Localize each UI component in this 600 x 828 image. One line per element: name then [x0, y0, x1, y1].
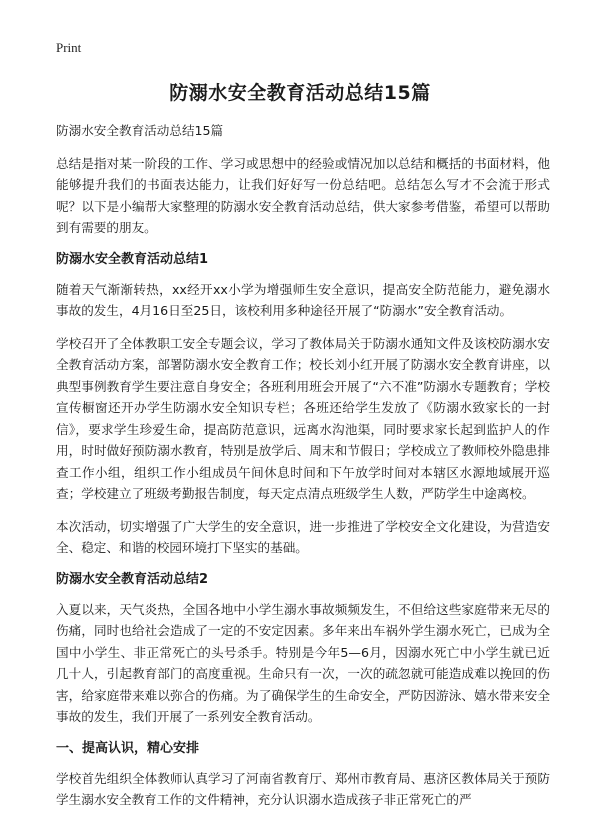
intro-paragraph: 总结是指对某一阶段的工作、学习或思想中的经验或情况加以总结和概括的书面材料，他能够提升我们的书面表达能力，让我们好好写一份总结吧。总结怎么写才不会流于形式呢？以下是小编帮大家整理的防溺水安全教育活动总结，供大家参考借鉴，希望可以帮助到有需要的朋友。 [56, 155, 550, 235]
page-title: 防溺水安全教育活动总结15篇 [169, 82, 431, 104]
article-subtitle: 防溺水安全教育活动总结15篇 [56, 123, 224, 138]
section-heading-2: 防溺水安全教育活动总结2 [56, 571, 209, 587]
paragraph: 随着天气渐渐转热，xx经开xx小学为增强师生安全意识，提高安全防范能力，避免溺水事故的发生，4月16日至25日，该校利用多种途径开展了“防溺水”安全教育活动。 [56, 281, 550, 318]
subsection-heading: 一、提高认识，精心安排 [56, 740, 200, 756]
print-link[interactable]: Print [56, 40, 82, 55]
article-body [56, 120, 550, 822]
paragraph: 学校首先组织全体教师认真学习了河南省教育厅、郑州市教育局、惠济区教体局关于预防学生溺水安全教育工作的文件精神，充分认识溺水造成孩子非正常死亡的严 [56, 770, 550, 807]
paragraph: 入夏以来，天气炎热，全国各地中小学生溺水事故频频发生，不但给这些家庭带来无尽的伤痛，同时也给社会造成了一定的不安定因素。多年来出车祸外学生溺水死亡，已成为全国中小学生、非正常死亡的头号杀手。特别是今年5—6月，因溺水死亡中小学生就已近几十人，引起教育部门的高度重视。生命只有一次，一次的疏忽就可能造成难以挽回的伤害，给家庭带来难以弥合的伤痛。为了确保学生的生命安全，严防因游泳、嬉水带来安全事故的发生，我们开展了一系列安全教育活动。 [56, 601, 550, 724]
section-heading-1: 防溺水安全教育活动总结1 [56, 251, 209, 267]
paragraph: 学校召开了全体教职工安全专题会议，学习了教体局关于防溺水通知文件及该校防溺水安全教育活动方案，部署防溺水安全教育工作；校长刘小红开展了防溺水安全教育讲座，以典型事例教育学生要注意自身安全；各班利用班会开展了“六不准”防溺水专题教育；学校宣传橱窗还开办学生防溺水安全知识专栏；各班还给学生发放了《防溺水致家长的一封信》，要求学生珍爱生命，提高防范意识，远离水沟池渠，同时要求家长起到监护人的作用，时时做好预防溺水教育，特别是放学后、周末和节假日；学校成立了教师校外隐患排查工作小组，组织工作小组成员午间休息时间和下午放学时间对本辖区水源地域展开巡查；学校建立了班级考勤报告制度，每天定点清点班级学生人数，严防学生中途离校。 [56, 335, 550, 501]
paragraph: 本次活动，切实增强了广大学生的安全意识，进一步推进了学校安全文化建设，为营造安全、稳定、和谐的校园环境打下坚实的基础。 [56, 518, 550, 555]
